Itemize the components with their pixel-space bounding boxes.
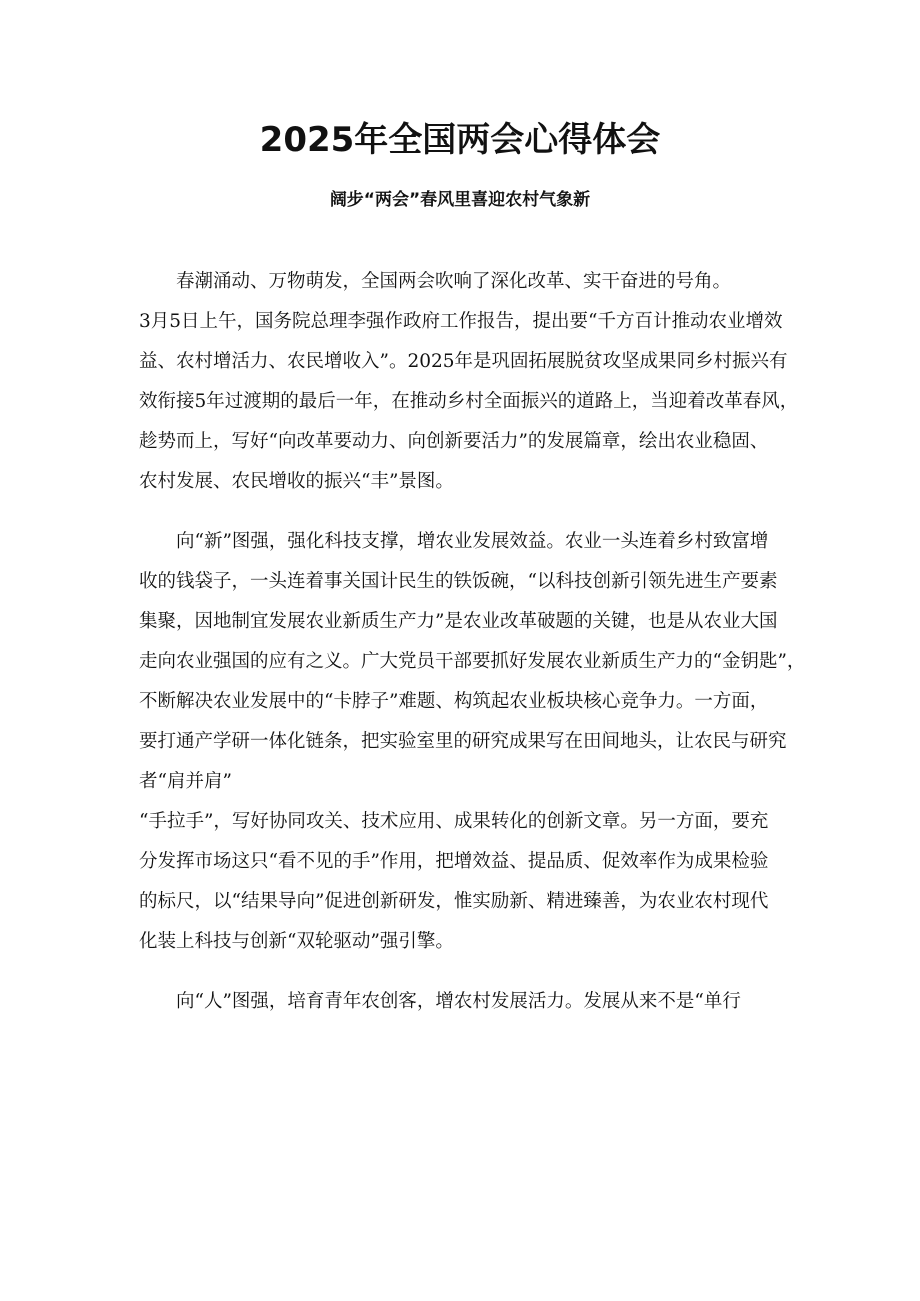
paragraph-gap [139, 962, 789, 982]
paragraph-line: 春潮涌动、万物萌发，全国两会吹响了深化改革、实干奋进的号角。 [176, 271, 732, 292]
paragraph-line: 益、农村增活力、农民增收入”。2025年是巩固拓展脱贫攻坚成果同乡村振兴有 [139, 351, 788, 372]
paragraph-line: 农村发展、农民增收的振兴“丰”景图。 [139, 471, 454, 492]
paragraph-line: 化装上科技与创新“双轮驱动”强引擎。 [139, 931, 454, 952]
document-subtitle: 阔步“两会”春风里喜迎农村气象新 [329, 190, 591, 210]
document-title: 2025年全国两会心得体会 [259, 120, 661, 160]
paragraph-line: 收的钱袋子，一头连着事关国计民生的铁饭碗，“以科技创新引领先进生产要素 [139, 571, 778, 592]
paragraph-line: 集聚，因地制宜发展农业新质生产力”是农业改革破题的关键，也是从农业大国 [139, 611, 778, 632]
paragraph-line: 者“肩并肩” [139, 771, 232, 792]
paragraph-line: 不断解决农业发展中的“卡脖子”难题、构筑起农业板块核心竞争力。一方面， [139, 691, 769, 712]
paragraph-line: 效衔接5年过渡期的最后一年，在推动乡村全面振兴的道路上，当迎着改革春风， [139, 391, 799, 412]
paragraph-line: 3月5日上午，国务院总理李强作政府工作报告，提出要“千方百计推动农业增效 [139, 311, 783, 332]
paragraph-line: 的标尺，以“结果导向”促进创新研发，惟实励新、精进臻善，为农业农村现代 [139, 891, 769, 912]
paragraph-gap [139, 502, 789, 522]
paragraph-line: “手拉手”，写好协同攻关、技术应用、成果转化的创新文章。另一方面，要充 [139, 811, 769, 832]
paragraph-line: 向“新”图强，强化科技支撑，增农业发展效益。农业一头连着乡村致富增 [176, 531, 769, 552]
paragraph-line: 要打通产学研一体化链条，把实验室里的研究成果写在田间地头，让农民与研究 [139, 731, 787, 752]
paragraph-line: 分发挥市场这只“看不见的手”作用，把增效益、提品质、促效率作为成果检验 [139, 851, 769, 872]
paragraph-line: 趁势而上，写好“向改革要动力、向创新要活力”的发展篇章，绘出农业稳固、 [139, 431, 769, 452]
paragraph-line: 向“人”图强，培育青年农创客，增农村发展活力。发展从来不是“单行 [176, 991, 741, 1012]
document-body [139, 262, 806, 1022]
paragraph-line: 走向农业强国的应有之义。广大党员干部要抓好发展农业新质生产力的“金钥匙”， [139, 651, 806, 672]
